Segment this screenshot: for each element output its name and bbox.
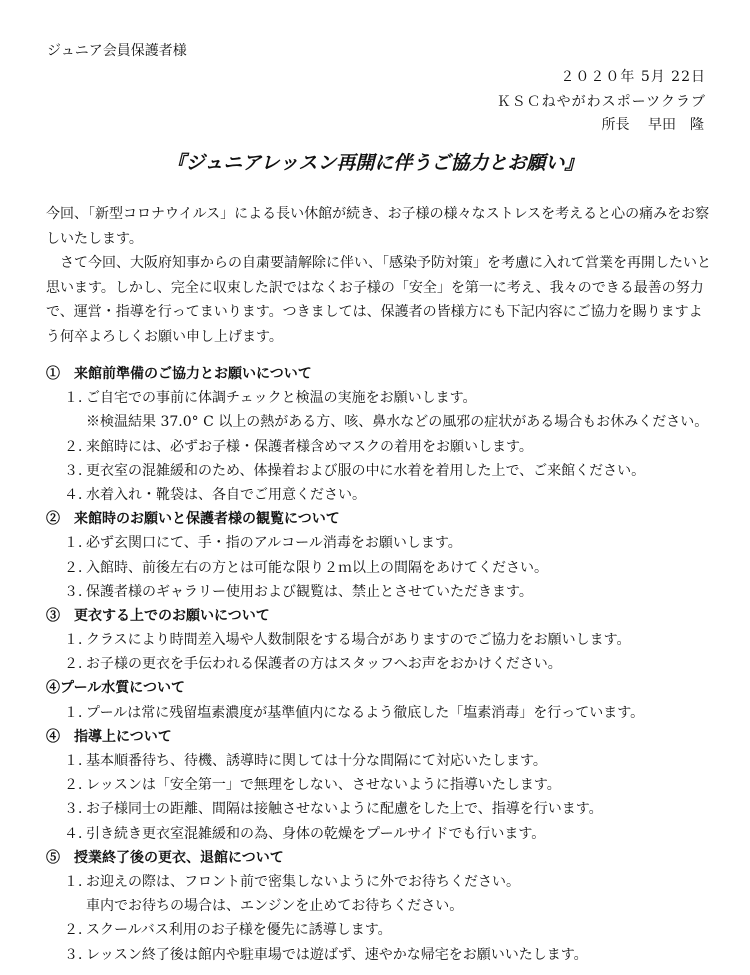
item-number: ２． [64,922,92,939]
list-item [46,435,726,459]
item-number: ４． [64,486,92,503]
list-item [46,797,726,821]
item-number: ２． [64,656,92,673]
item-text: ※検温結果 37.0° C 以上の熱がある方、咳、鼻水などの風邪の症状がある場合もお休みください。 [86,414,709,431]
item-number: １． [64,632,92,649]
intro-paragraph-1: 今回、「新型コロナウイルス」による長い休館が続き、お子様の様々なストレスを考えると心の痛みをお察しいたします。 [46,206,710,247]
item-text: 水着入れ・靴袋は、各自でご用意ください。 [86,486,366,503]
item-text: 基本順番待ち、待機、誘導時に関しては十分な間隔にて対応いたします。 [86,753,547,769]
section-heading: ③ 更衣する上でのお願いについて [46,607,270,624]
item-text: ご自宅での事前に体調チェックと検温の実施をお願いします。 [86,390,477,407]
item-text: 車内でお待ちの場合は、エンジンを止めてお待ちください。 [86,898,464,915]
list-item [46,459,726,483]
director-name: 所長 早田 隆 [601,117,704,133]
item-text: レッスン終了後は館内や駐車場では遊ばず、速やかな帰宅をお願いいたします。 [86,946,588,963]
item-text: 保護者様のギャラリー使用および観覧は、禁止とさせていただきます。 [86,583,533,600]
list-item [46,870,726,894]
item-text: お子様の更衣を手伝われる保護者の方はスタッフへお声をおかけください。 [86,656,562,673]
item-number: ４． [64,825,92,842]
item-text: スクールバス利用のお子様を優先に誘導します。 [86,922,392,939]
list-item [46,580,726,604]
list-item [46,556,726,580]
item-text: お子様同士の距離、間隔は接触させないように配慮をした上で、指導を行います。 [86,801,603,818]
list-item [46,531,726,555]
item-number: １． [64,535,92,552]
item-text: レッスンは「安全第一」で無理をしない、させないように指導いたします。 [86,777,561,794]
list-item [46,773,726,797]
list-item [46,943,726,967]
item-number: ３． [64,801,92,818]
item-number: ２． [64,777,92,794]
section-heading: ② 来館時のお願いと保護者様の観覧について [46,511,340,528]
item-number: １． [64,704,92,721]
addressee: ジュニア会員保護者様 [47,43,187,59]
list-item [46,628,726,652]
intro-paragraph-2: さて今回、大阪府知事からの自粛要請解除に伴い、「感染予防対策」を考慮に入れて営業を再開したいと思います。しかし、完全に収束した訳ではなくお子様の「安全」を第一に考え、我々のできる最善の努力で、運営・指導を行ってまいります。つきましては、保護者の皆様方にも下記内容にご協力を賜りますよう何卒よろしくお願い申し上げます。 [46,255,711,345]
item-text: クラスにより時間差入場や人数制限をする場合がありますのでご協力をお願いします。 [86,632,631,649]
item-number: ３． [64,583,92,600]
item-text: 引き続き更衣室混雑緩和の為、身体の乾燥をプールサイドでも行います。 [86,825,546,842]
item-number: ２． [64,438,92,455]
list-item-note [46,894,726,918]
item-text: お迎えの際は、フロント前で密集しないように外でお待ちください。 [86,873,520,890]
item-number: ３． [64,462,92,479]
list-item [46,652,726,676]
item-text: 更衣室の混雑緩和のため、体操着および服の中に水着を着用した上で、ご来館ください。 [86,462,646,479]
item-text: プールは常に残留塩素濃度が基準値内になるよう徹底した「塩素消毒」を行っています。 [86,704,645,721]
section-heading: ⑤ 授業終了後の更衣、退館について [46,849,284,866]
document-date: ２０２０年 5月 22日 [560,69,706,85]
list-item [46,386,726,410]
document-title: 『ジュニアレッスン再開に伴うご協力とお願い』 [166,152,584,174]
intro-text [46,202,716,349]
club-name: ＫＳＣねやがわスポーツクラブ [496,94,706,110]
item-number: ３． [64,946,92,963]
list-item [46,822,726,846]
item-number: ２． [64,559,92,576]
list-item [46,483,726,507]
item-number: １． [64,753,92,769]
item-text: 来館時には、必ずお子様・保護者様含めマスクの着用をお願いします。 [86,438,533,455]
item-text: 入館時、前後左右の方とは可能な限り２ｍ以上の間隔をあけてください。 [86,559,548,576]
item-number: １． [64,390,92,407]
item-number: １． [64,873,92,890]
sections-list [46,362,726,967]
section-heading: ④プール水質について [46,680,186,697]
list-item [46,701,726,725]
list-item [46,749,726,773]
list-item [46,918,726,942]
list-item-note [46,410,726,434]
section-heading: ④ 指導上について [46,728,172,745]
section-heading: ① 来館前準備のご協力とお願いについて [46,366,312,382]
item-text: 必ず玄関口にて、手・指のアルコール消毒をお願いします。 [86,535,462,552]
